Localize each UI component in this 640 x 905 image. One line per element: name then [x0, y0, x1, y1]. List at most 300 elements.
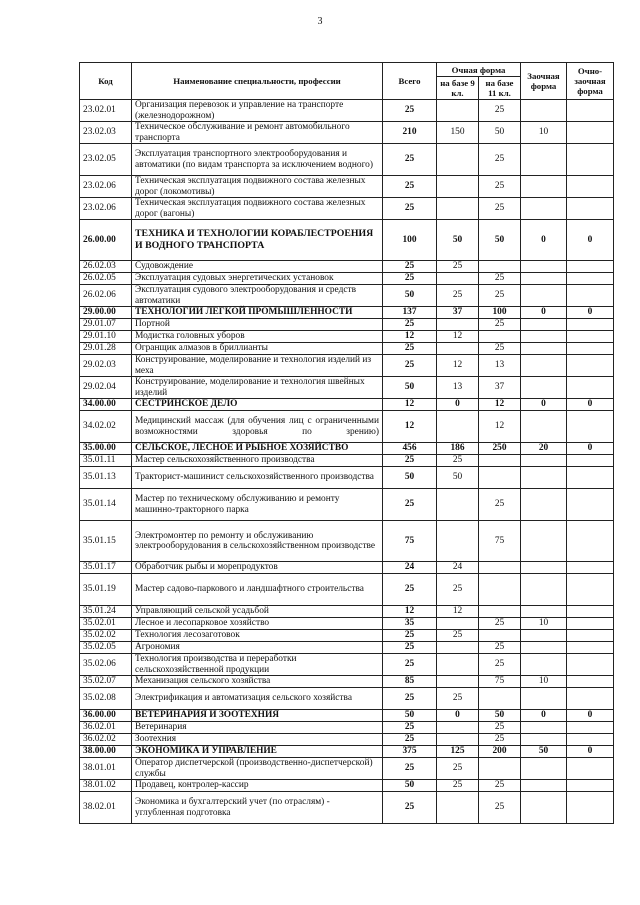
cell-extramural	[521, 144, 567, 176]
cell-base9: 25	[437, 780, 479, 792]
cell-extramural	[521, 377, 567, 399]
cell-parttime: 0	[567, 746, 614, 758]
cell-base9	[437, 521, 479, 562]
cell-total: 25	[383, 654, 437, 676]
cell-extramural	[521, 198, 567, 220]
cell-code: 35.02.08	[80, 688, 132, 710]
cell-total: 25	[383, 455, 437, 467]
cell-base9: 50	[437, 220, 479, 261]
cell-name: Механизация сельского хозяйства	[132, 676, 383, 688]
cell-base9: 125	[437, 746, 479, 758]
cell-name: Технология лесозаготовок	[132, 630, 383, 642]
cell-parttime	[567, 355, 614, 377]
cell-name: Управляющий сельской усадьбой	[132, 606, 383, 618]
cell-base9	[437, 273, 479, 285]
cell-total: 12	[383, 411, 437, 443]
cell-extramural	[521, 642, 567, 654]
cell-base9	[437, 489, 479, 521]
table-row	[80, 411, 614, 443]
cell-extramural	[521, 630, 567, 642]
table-row	[80, 574, 614, 606]
cell-code: 35.01.19	[80, 574, 132, 606]
cell-total: 25	[383, 144, 437, 176]
cell-code: 35.01.11	[80, 455, 132, 467]
cell-base9	[437, 734, 479, 746]
cell-parttime	[567, 331, 614, 343]
cell-base11: 75	[479, 676, 521, 688]
cell-total: 375	[383, 746, 437, 758]
cell-code: 26.02.05	[80, 273, 132, 285]
table-row	[80, 343, 614, 355]
cell-code: 29.02.04	[80, 377, 132, 399]
cell-parttime	[567, 676, 614, 688]
page-number: 3	[317, 16, 323, 27]
cell-code: 23.02.05	[80, 144, 132, 176]
cell-base11: 25	[479, 285, 521, 307]
cell-extramural	[521, 467, 567, 489]
table-row	[80, 606, 614, 618]
cell-base9: 12	[437, 355, 479, 377]
cell-total: 25	[383, 343, 437, 355]
cell-name: Электромонтер по ремонту и обслуживанию электрооборудования в сельскохозяйственном производстве	[132, 521, 383, 562]
cell-parttime	[567, 198, 614, 220]
cell-extramural	[521, 574, 567, 606]
cell-extramural	[521, 688, 567, 710]
cell-parttime	[567, 630, 614, 642]
cell-total: 25	[383, 319, 437, 331]
cell-base9: 0	[437, 399, 479, 411]
cell-base11: 25	[479, 654, 521, 676]
cell-parttime	[567, 574, 614, 606]
cell-extramural	[521, 319, 567, 331]
cell-extramural	[521, 411, 567, 443]
cell-base11	[479, 630, 521, 642]
cell-base11: 25	[479, 319, 521, 331]
table-row	[80, 630, 614, 642]
cell-base11	[479, 574, 521, 606]
table-row	[80, 355, 614, 377]
cell-name: Конструирование, моделирование и технология изделий из меха	[132, 355, 383, 377]
cell-code: 23.02.06	[80, 176, 132, 198]
cell-name: СЕЛЬСКОЕ, ЛЕСНОЕ И РЫБНОЕ ХОЗЯЙСТВО	[132, 443, 383, 455]
cell-extramural: 10	[521, 618, 567, 630]
cell-total: 100	[383, 220, 437, 261]
cell-base9: 186	[437, 443, 479, 455]
cell-base11: 250	[479, 443, 521, 455]
cell-extramural: 0	[521, 220, 567, 261]
cell-extramural	[521, 273, 567, 285]
cell-code: 35.02.02	[80, 630, 132, 642]
cell-code: 26.02.03	[80, 261, 132, 273]
cell-base11: 25	[479, 273, 521, 285]
cell-parttime	[567, 411, 614, 443]
cell-extramural	[521, 758, 567, 780]
cell-base11: 50	[479, 710, 521, 722]
cell-base9	[437, 319, 479, 331]
cell-name: Огранщик алмазов в бриллианты	[132, 343, 383, 355]
cell-parttime	[567, 722, 614, 734]
cell-name: Организация перевозок и управление на транспорте (железнодорожном)	[132, 100, 383, 122]
cell-total: 25	[383, 100, 437, 122]
table-row	[80, 722, 614, 734]
cell-code: 23.02.03	[80, 122, 132, 144]
table-row	[80, 618, 614, 630]
cell-extramural	[521, 100, 567, 122]
table-row	[80, 377, 614, 399]
table-row	[80, 642, 614, 654]
cell-code: 35.02.07	[80, 676, 132, 688]
cell-base11: 25	[479, 176, 521, 198]
cell-code: 35.02.05	[80, 642, 132, 654]
cell-name: Тракторист-машинист сельскохозяйственного производства	[132, 467, 383, 489]
cell-code: 29.01.10	[80, 331, 132, 343]
cell-code: 34.02.02	[80, 411, 132, 443]
cell-total: 25	[383, 688, 437, 710]
cell-base9: 25	[437, 455, 479, 467]
cell-name: Эксплуатация судового электрооборудования и средств автоматики	[132, 285, 383, 307]
table-row	[80, 734, 614, 746]
cell-name: Судовождение	[132, 261, 383, 273]
cell-total: 25	[383, 758, 437, 780]
cell-extramural: 0	[521, 399, 567, 411]
table-row	[80, 319, 614, 331]
cell-parttime	[567, 319, 614, 331]
cell-extramural: 0	[521, 710, 567, 722]
cell-total: 50	[383, 710, 437, 722]
cell-base9	[437, 411, 479, 443]
cell-extramural	[521, 285, 567, 307]
cell-parttime	[567, 377, 614, 399]
cell-base9	[437, 144, 479, 176]
table-group-row	[80, 399, 614, 411]
cell-base11: 25	[479, 489, 521, 521]
cell-base11	[479, 688, 521, 710]
cell-extramural	[521, 355, 567, 377]
cell-total: 50	[383, 780, 437, 792]
cell-name: ТЕХНИКА И ТЕХНОЛОГИИ КОРАБЛЕСТРОЕНИЯ И ВОДНОГО ТРАНСПОРТА	[132, 220, 383, 261]
cell-parttime	[567, 455, 614, 467]
cell-code: 35.01.14	[80, 489, 132, 521]
cell-total: 25	[383, 176, 437, 198]
table-body	[80, 100, 614, 824]
cell-base11: 25	[479, 618, 521, 630]
table-row	[80, 176, 614, 198]
cell-base11: 25	[479, 100, 521, 122]
cell-name: Обработчик рыбы и морепродуктов	[132, 562, 383, 574]
cell-base9: 50	[437, 467, 479, 489]
cell-extramural	[521, 521, 567, 562]
cell-total: 12	[383, 399, 437, 411]
cell-extramural	[521, 606, 567, 618]
table-row	[80, 100, 614, 122]
cell-base11	[479, 758, 521, 780]
cell-extramural: 20	[521, 443, 567, 455]
cell-base11: 25	[479, 722, 521, 734]
cell-base11: 50	[479, 122, 521, 144]
cell-name: Конструирование, моделирование и технология швейных изделий	[132, 377, 383, 399]
table-row	[80, 198, 614, 220]
cell-code: 36.02.02	[80, 734, 132, 746]
table-group-row	[80, 220, 614, 261]
table-group-row	[80, 710, 614, 722]
cell-total: 35	[383, 618, 437, 630]
cell-total: 25	[383, 273, 437, 285]
cell-name: Техническое обслуживание и ремонт автомобильного транспорта	[132, 122, 383, 144]
cell-name: Эксплуатация судовых энергетических установок	[132, 273, 383, 285]
cell-name: Эксплуатация транспортного электрооборудования и автоматики (по видам транспорта за исключением водного)	[132, 144, 383, 176]
table-row	[80, 780, 614, 792]
cell-base11: 25	[479, 144, 521, 176]
cell-base11	[479, 606, 521, 618]
cell-base9: 0	[437, 710, 479, 722]
cell-code: 35.02.01	[80, 618, 132, 630]
table-row	[80, 261, 614, 273]
cell-base11: 75	[479, 521, 521, 562]
cell-code: 35.02.06	[80, 654, 132, 676]
cell-parttime	[567, 489, 614, 521]
cell-name: Электрификация и автоматизация сельского хозяйства	[132, 688, 383, 710]
cell-extramural: 10	[521, 122, 567, 144]
cell-total: 25	[383, 734, 437, 746]
cell-name: Портной	[132, 319, 383, 331]
cell-extramural	[521, 455, 567, 467]
cell-base9	[437, 642, 479, 654]
cell-base9	[437, 722, 479, 734]
cell-code: 38.01.02	[80, 780, 132, 792]
cell-extramural: 0	[521, 307, 567, 319]
cell-total: 210	[383, 122, 437, 144]
cell-extramural	[521, 331, 567, 343]
table-row	[80, 122, 614, 144]
cell-parttime: 0	[567, 220, 614, 261]
cell-total: 85	[383, 676, 437, 688]
cell-name: ТЕХНОЛОГИИ ЛЕГКОЙ ПРОМЫШЛЕННОСТИ	[132, 307, 383, 319]
cell-base11: 13	[479, 355, 521, 377]
cell-base11: 100	[479, 307, 521, 319]
cell-base9	[437, 343, 479, 355]
cell-total: 50	[383, 377, 437, 399]
cell-total: 137	[383, 307, 437, 319]
cell-code: 38.02.01	[80, 792, 132, 824]
cell-name: Мастер сельскохозяйственного производства	[132, 455, 383, 467]
cell-base11: 25	[479, 198, 521, 220]
cell-parttime	[567, 467, 614, 489]
cell-code: 26.00.00	[80, 220, 132, 261]
cell-total: 25	[383, 574, 437, 606]
cell-code: 35.01.15	[80, 521, 132, 562]
cell-parttime	[567, 122, 614, 144]
cell-total: 25	[383, 355, 437, 377]
cell-name: Экономика и бухгалтерский учет (по отраслям) - углубленная подготовка	[132, 792, 383, 824]
cell-extramural	[521, 792, 567, 824]
table-row	[80, 331, 614, 343]
cell-base9	[437, 654, 479, 676]
cell-base11: 37	[479, 377, 521, 399]
cell-extramural	[521, 343, 567, 355]
specialties-table	[79, 62, 614, 824]
cell-parttime: 0	[567, 399, 614, 411]
cell-total: 25	[383, 489, 437, 521]
table-row	[80, 467, 614, 489]
table-row	[80, 273, 614, 285]
cell-total: 25	[383, 792, 437, 824]
cell-extramural: 50	[521, 746, 567, 758]
cell-name: Модистка головных уборов	[132, 331, 383, 343]
cell-extramural	[521, 562, 567, 574]
cell-name: Технология производства и переработки сельскохозяйственной продукции	[132, 654, 383, 676]
header-fulltime: Очная форма	[437, 63, 521, 77]
cell-base11: 25	[479, 642, 521, 654]
cell-base11: 12	[479, 399, 521, 411]
cell-parttime: 0	[567, 710, 614, 722]
cell-base9	[437, 618, 479, 630]
cell-code: 23.02.06	[80, 198, 132, 220]
cell-base9: 25	[437, 630, 479, 642]
cell-total: 456	[383, 443, 437, 455]
cell-base11	[479, 331, 521, 343]
cell-base9: 25	[437, 758, 479, 780]
cell-extramural	[521, 780, 567, 792]
table-row	[80, 562, 614, 574]
cell-parttime	[567, 273, 614, 285]
cell-base11: 200	[479, 746, 521, 758]
cell-base9: 37	[437, 307, 479, 319]
cell-name: ЭКОНОМИКА И УПРАВЛЕНИЕ	[132, 746, 383, 758]
cell-base9	[437, 176, 479, 198]
cell-parttime	[567, 734, 614, 746]
cell-total: 25	[383, 261, 437, 273]
cell-parttime	[567, 688, 614, 710]
cell-parttime	[567, 618, 614, 630]
cell-name: Продавец, контролер-кассир	[132, 780, 383, 792]
table-row	[80, 455, 614, 467]
cell-code: 36.00.00	[80, 710, 132, 722]
cell-parttime	[567, 144, 614, 176]
cell-parttime	[567, 606, 614, 618]
cell-code: 29.00.00	[80, 307, 132, 319]
cell-total: 25	[383, 642, 437, 654]
cell-name: Зоотехния	[132, 734, 383, 746]
table-group-row	[80, 746, 614, 758]
cell-extramural	[521, 489, 567, 521]
cell-extramural	[521, 176, 567, 198]
cell-total: 25	[383, 198, 437, 220]
cell-total: 50	[383, 467, 437, 489]
table-row	[80, 654, 614, 676]
cell-base11: 12	[479, 411, 521, 443]
cell-base9: 25	[437, 688, 479, 710]
cell-parttime	[567, 780, 614, 792]
cell-base9: 25	[437, 261, 479, 273]
cell-name: ВЕТЕРИНАРИЯ И ЗООТЕХНИЯ	[132, 710, 383, 722]
cell-parttime	[567, 176, 614, 198]
cell-name: Оператор диспетчерской (производственно-диспетчерской) службы	[132, 758, 383, 780]
table-row	[80, 521, 614, 562]
header-base9: на базе 9 кл.	[437, 77, 479, 100]
cell-name: Агрономия	[132, 642, 383, 654]
cell-base11: 25	[479, 343, 521, 355]
cell-code: 38.00.00	[80, 746, 132, 758]
cell-extramural	[521, 261, 567, 273]
cell-base11	[479, 455, 521, 467]
cell-extramural	[521, 654, 567, 676]
cell-name: Мастер по техническому обслуживанию и ремонту машинно-тракторного парка	[132, 489, 383, 521]
cell-code: 35.01.24	[80, 606, 132, 618]
cell-code: 36.02.01	[80, 722, 132, 734]
cell-code: 26.02.06	[80, 285, 132, 307]
cell-total: 25	[383, 630, 437, 642]
cell-parttime	[567, 285, 614, 307]
cell-total: 12	[383, 606, 437, 618]
cell-code: 23.02.01	[80, 100, 132, 122]
header-base11: на базе 11 кл.	[479, 77, 521, 100]
cell-name: Техническая эксплуатация подвижного состава железных дорог (вагоны)	[132, 198, 383, 220]
cell-base11: 50	[479, 220, 521, 261]
cell-total: 50	[383, 285, 437, 307]
cell-name: Техническая эксплуатация подвижного состава железных дорог (локомотивы)	[132, 176, 383, 198]
table-row	[80, 285, 614, 307]
table-row	[80, 144, 614, 176]
cell-base9	[437, 198, 479, 220]
cell-name: Лесное и лесопарковое хозяйство	[132, 618, 383, 630]
header-name: Наименование специальности, профессии	[132, 63, 383, 100]
cell-base9	[437, 100, 479, 122]
cell-code: 29.01.07	[80, 319, 132, 331]
cell-code: 35.01.17	[80, 562, 132, 574]
cell-name: СЕСТРИНСКОЕ ДЕЛО	[132, 399, 383, 411]
cell-base11	[479, 562, 521, 574]
header-code: Код	[80, 63, 132, 100]
cell-base9: 150	[437, 122, 479, 144]
table-group-row	[80, 307, 614, 319]
cell-name: Медицинский массаж (для обучения лиц с ограниченными возможностями здоровья по зрению)	[132, 411, 383, 443]
cell-base9	[437, 792, 479, 824]
cell-base9: 13	[437, 377, 479, 399]
cell-base9: 12	[437, 331, 479, 343]
cell-extramural	[521, 722, 567, 734]
cell-base9: 12	[437, 606, 479, 618]
cell-total: 75	[383, 521, 437, 562]
table-group-row	[80, 443, 614, 455]
cell-parttime	[567, 343, 614, 355]
cell-total: 12	[383, 331, 437, 343]
cell-parttime	[567, 654, 614, 676]
cell-code: 34.00.00	[80, 399, 132, 411]
cell-base9	[437, 676, 479, 688]
table-row	[80, 688, 614, 710]
cell-base11: 25	[479, 792, 521, 824]
cell-extramural: 10	[521, 676, 567, 688]
cell-base9: 25	[437, 285, 479, 307]
cell-code: 38.01.01	[80, 758, 132, 780]
cell-parttime: 0	[567, 443, 614, 455]
table-row	[80, 758, 614, 780]
cell-base9: 24	[437, 562, 479, 574]
header-parttime: Очно-заочная форма	[567, 63, 614, 100]
cell-parttime	[567, 642, 614, 654]
cell-parttime	[567, 562, 614, 574]
cell-parttime	[567, 261, 614, 273]
cell-parttime	[567, 100, 614, 122]
table-row	[80, 489, 614, 521]
table-row	[80, 676, 614, 688]
cell-name: Ветеринария	[132, 722, 383, 734]
table-row	[80, 792, 614, 824]
cell-parttime	[567, 758, 614, 780]
cell-extramural	[521, 734, 567, 746]
cell-base11	[479, 261, 521, 273]
cell-code: 35.00.00	[80, 443, 132, 455]
